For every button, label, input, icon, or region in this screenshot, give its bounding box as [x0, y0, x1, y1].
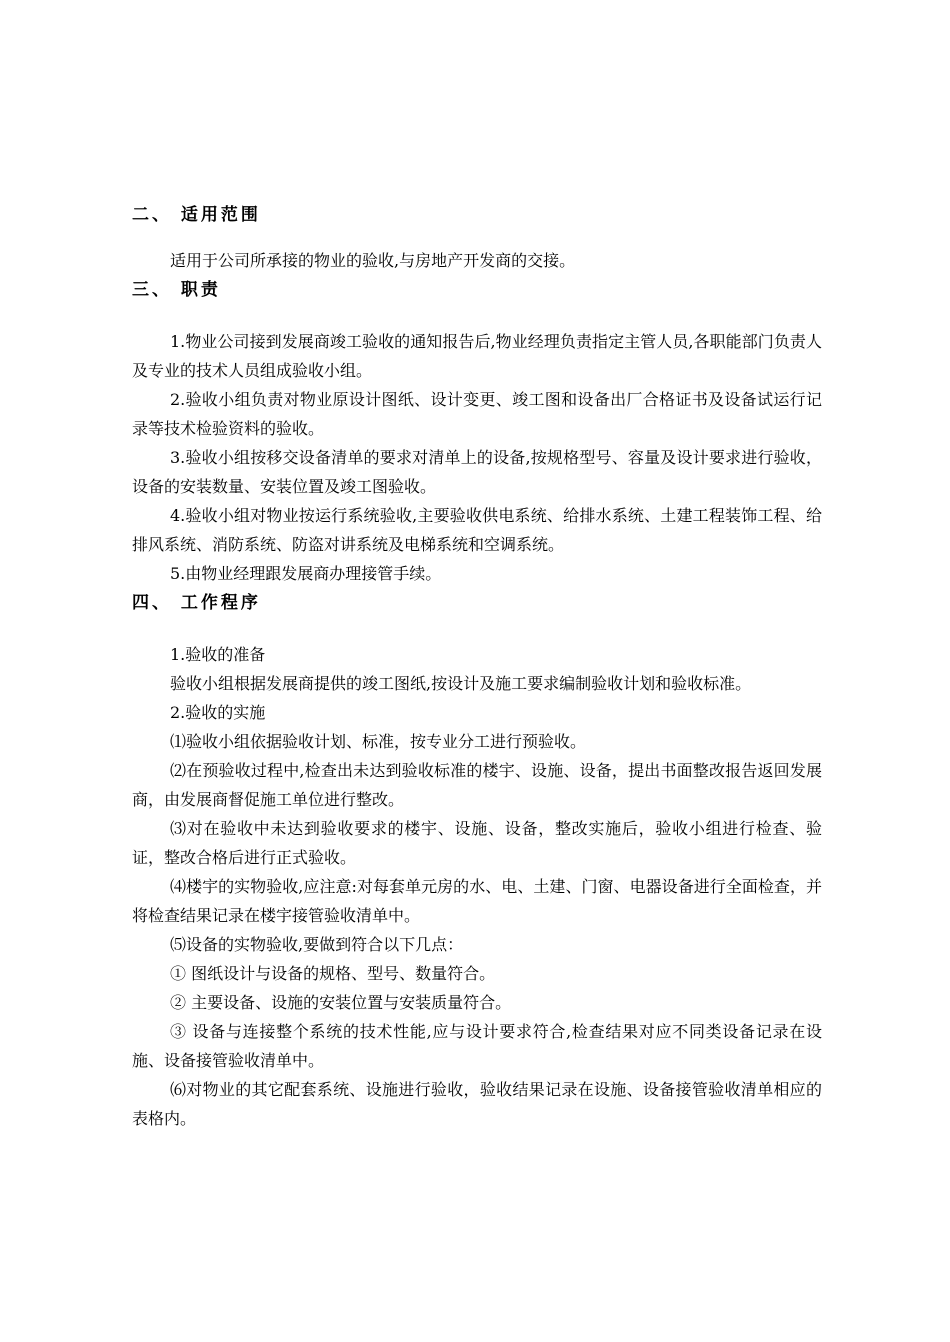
procedure-paragraph: ⑵在预验收过程中,检查出未达到验收标准的楼宇、设施、设备，提出书面整改报告返回发展商，由发展商督促施工单位进行整改。: [132, 761, 822, 809]
duties-item-5: 5.由物业经理跟发展商办理接管手续。: [170, 564, 442, 583]
duties-item-4: 4.验收小组对物业按运行系统验收,主要验收供电系统、给排水系统、土建工程装饰工程、给排风系统、消防系统、防盗对讲系统及电梯系统和空调系统。: [132, 506, 822, 554]
procedure-list-item: ③ 设备与连接整个系统的技术性能,应与设计要求符合,检查结果对应不同类设备记录在设施、设备接管验收清单中。: [132, 1022, 822, 1070]
duties-item-1: 1.物业公司接到发展商竣工验收的通知报告后,物业经理负责指定主管人员,各职能部门负责人及专业的技术人员组成验收小组。: [132, 332, 822, 380]
procedure-list-item: ② 主要设备、设施的安装位置与安装质量符合。: [170, 993, 512, 1012]
procedure-list-item: ① 图纸设计与设备的规格、型号、数量符合。: [170, 964, 496, 983]
section-heading-duties: 三、 职责: [132, 280, 221, 300]
duties-item-2: 2.验收小组负责对物业原设计图纸、设计变更、竣工图和设备出厂合格证书及设备试运行记录等技术检验资料的验收。: [132, 390, 822, 438]
procedure-paragraph: 验收小组根据发展商提供的竣工图纸,按设计及施工要求编制验收计划和验收标准。: [170, 674, 752, 693]
duties-item-3: 3.验收小组按移交设备清单的要求对清单上的设备,按规格型号、容量及设计要求进行验收，设备的安装数量、安装位置及竣工图验收。: [132, 448, 822, 496]
spacer: [132, 618, 822, 640]
spacer: [132, 305, 822, 327]
procedure-paragraph: ⑹对物业的其它配套系统、设施进行验收，验收结果记录在设施、设备接管验收清单相应的表格内。: [132, 1080, 822, 1128]
procedure-paragraph: ⑸设备的实物验收,要做到符合以下几点：: [170, 935, 464, 954]
procedure-step-preparation: 1.验收的准备: [170, 645, 266, 664]
procedure-paragraph: ⑴验收小组依据验收计划、标准，按专业分工进行预验收。: [170, 732, 587, 751]
section-heading-scope: 二、 适用范围: [132, 205, 261, 225]
procedure-paragraph: ⑶对在验收中未达到验收要求的楼宇、设施、设备，整改实施后，验收小组进行检查、验证，整改合格后进行正式验收。: [132, 819, 822, 867]
scope-paragraph: 适用于公司所承接的物业的验收,与房地产开发商的交接。: [170, 251, 576, 270]
procedure-step-implementation: 2.验收的实施: [170, 703, 266, 722]
procedure-paragraph: ⑷楼宇的实物验收,应注意:对每套单元房的水、电、土建、门窗、电器设备进行全面检查，并将检查结果记录在楼宇接管验收清单中。: [132, 877, 822, 925]
document-body: [132, 200, 822, 1133]
spacer: [132, 230, 822, 246]
section-heading-procedure: 四、 工作程序: [132, 593, 261, 613]
